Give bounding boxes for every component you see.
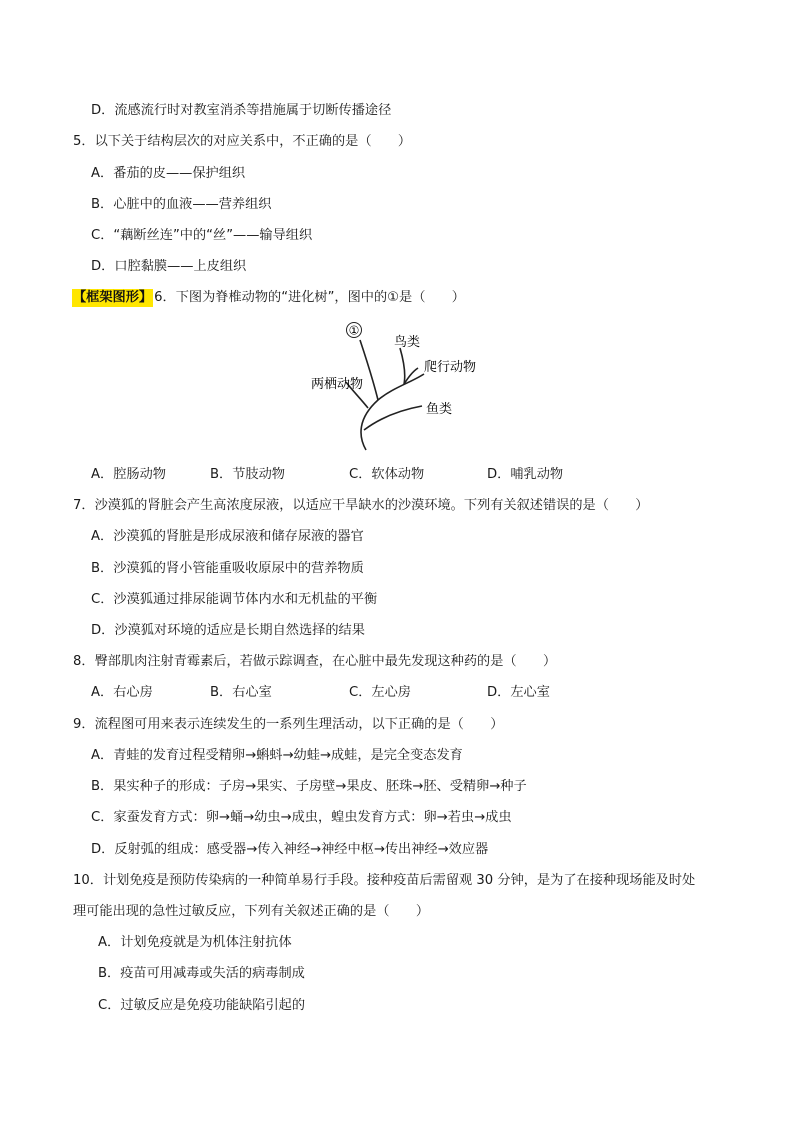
q7-stem: 7．沙漠狐的肾脏会产生高浓度尿液，以适应干旱缺水的沙漠环境。下列有关叙述错误的是（ ） xyxy=(73,498,649,513)
q8-option-c: C．左心房 xyxy=(349,685,411,700)
tree-label-amphibian: 两栖动物 xyxy=(311,377,364,392)
q9-option-b: B．果实种子的形成：子房→果实、子房壁→果皮、胚珠→胚、受精卵→种子 xyxy=(91,779,527,794)
q6-stem: 6．下图为脊椎动物的“进化树”，图中的①是（ ） xyxy=(154,290,465,305)
tree-marker: ① xyxy=(348,323,360,338)
q8-stem: 8．臀部肌肉注射青霉素后，若做示踪调查，在心脏中最先发现这种药的是（ ） xyxy=(73,654,557,669)
q9-option-c: C．家蚕发育方式：卵→蛹→幼虫→成虫，蝗虫发育方式：卵→若虫→成虫 xyxy=(91,810,512,825)
q4-option-d: D．流感流行时对教室消杀等措施属于切断传播途径 xyxy=(91,103,392,118)
q10-option-a: A．计划免疫就是为机体注射抗体 xyxy=(98,935,292,950)
q7-option-c: C．沙漠狐通过排尿能调节体内水和无机盐的平衡 xyxy=(91,592,378,607)
q6-option-d: D．哺乳动物 xyxy=(487,467,564,482)
q5-option-c: C．“藕断丝连”中的“丝”——输导组织 xyxy=(91,228,313,243)
q5-option-b: B．心脏中的血液——营养组织 xyxy=(91,197,272,212)
q8-option-b: B．右心室 xyxy=(210,685,272,700)
tree-label-bird: 鸟类 xyxy=(394,335,421,350)
branch-fish xyxy=(364,406,422,430)
q8-option-d: D．左心室 xyxy=(487,685,550,700)
q9-option-d: D．反射弧的组成：感受器→传入神经→神经中枢→传出神经→效应器 xyxy=(91,842,489,857)
evolution-tree-diagram xyxy=(300,318,540,458)
branch-bird xyxy=(400,348,405,384)
q5-option-a: A．番茄的皮——保护组织 xyxy=(91,166,246,181)
q6-option-c: C．软体动物 xyxy=(349,467,425,482)
tree-label-reptile: 爬行动物 xyxy=(424,360,477,375)
tree-label-fish: 鱼类 xyxy=(426,402,453,417)
q10-stem-line2: 理可能出现的急性过敏反应，下列有关叙述正确的是（ ） xyxy=(73,904,430,919)
q6-option-b: B．节肢动物 xyxy=(210,467,285,482)
q6-option-a: A．腔肠动物 xyxy=(91,467,166,482)
q8-option-a: A．右心房 xyxy=(91,685,153,700)
q7-option-b: B．沙漠狐的肾小管能重吸收原尿中的营养物质 xyxy=(91,561,364,576)
q5-option-d: D．口腔黏膜——上皮组织 xyxy=(91,259,247,274)
q6-stem-line xyxy=(72,289,465,307)
q7-option-d: D．沙漠狐对环境的适应是长期自然选择的结果 xyxy=(91,623,365,638)
tree-trunk xyxy=(361,374,424,450)
q9-option-a: A．青蛙的发育过程受精卵→蝌蚪→幼蛙→成蛙，是完全变态发育 xyxy=(91,748,463,763)
q10-stem-line1: 10．计划免疫是预防传染病的一种简单易行手段。接种疫苗后需留观 30 分钟，是为了在接种现场能及时处 xyxy=(73,873,696,888)
q7-option-a: A．沙漠狐的肾脏是形成尿液和储存尿液的器官 xyxy=(91,529,364,544)
q10-option-b: B．疫苗可用减毒或失活的病毒制成 xyxy=(98,966,305,981)
q5-stem: 5．以下关于结构层次的对应关系中，不正确的是（ ） xyxy=(73,134,412,149)
q9-stem: 9．流程图可用来表示连续发生的一系列生理活动，以下正确的是（ ） xyxy=(73,717,504,732)
q10-option-c: C．过敏反应是免疫功能缺陷引起的 xyxy=(98,998,306,1013)
q6-category-tag: 【框架图形】 xyxy=(73,290,153,305)
